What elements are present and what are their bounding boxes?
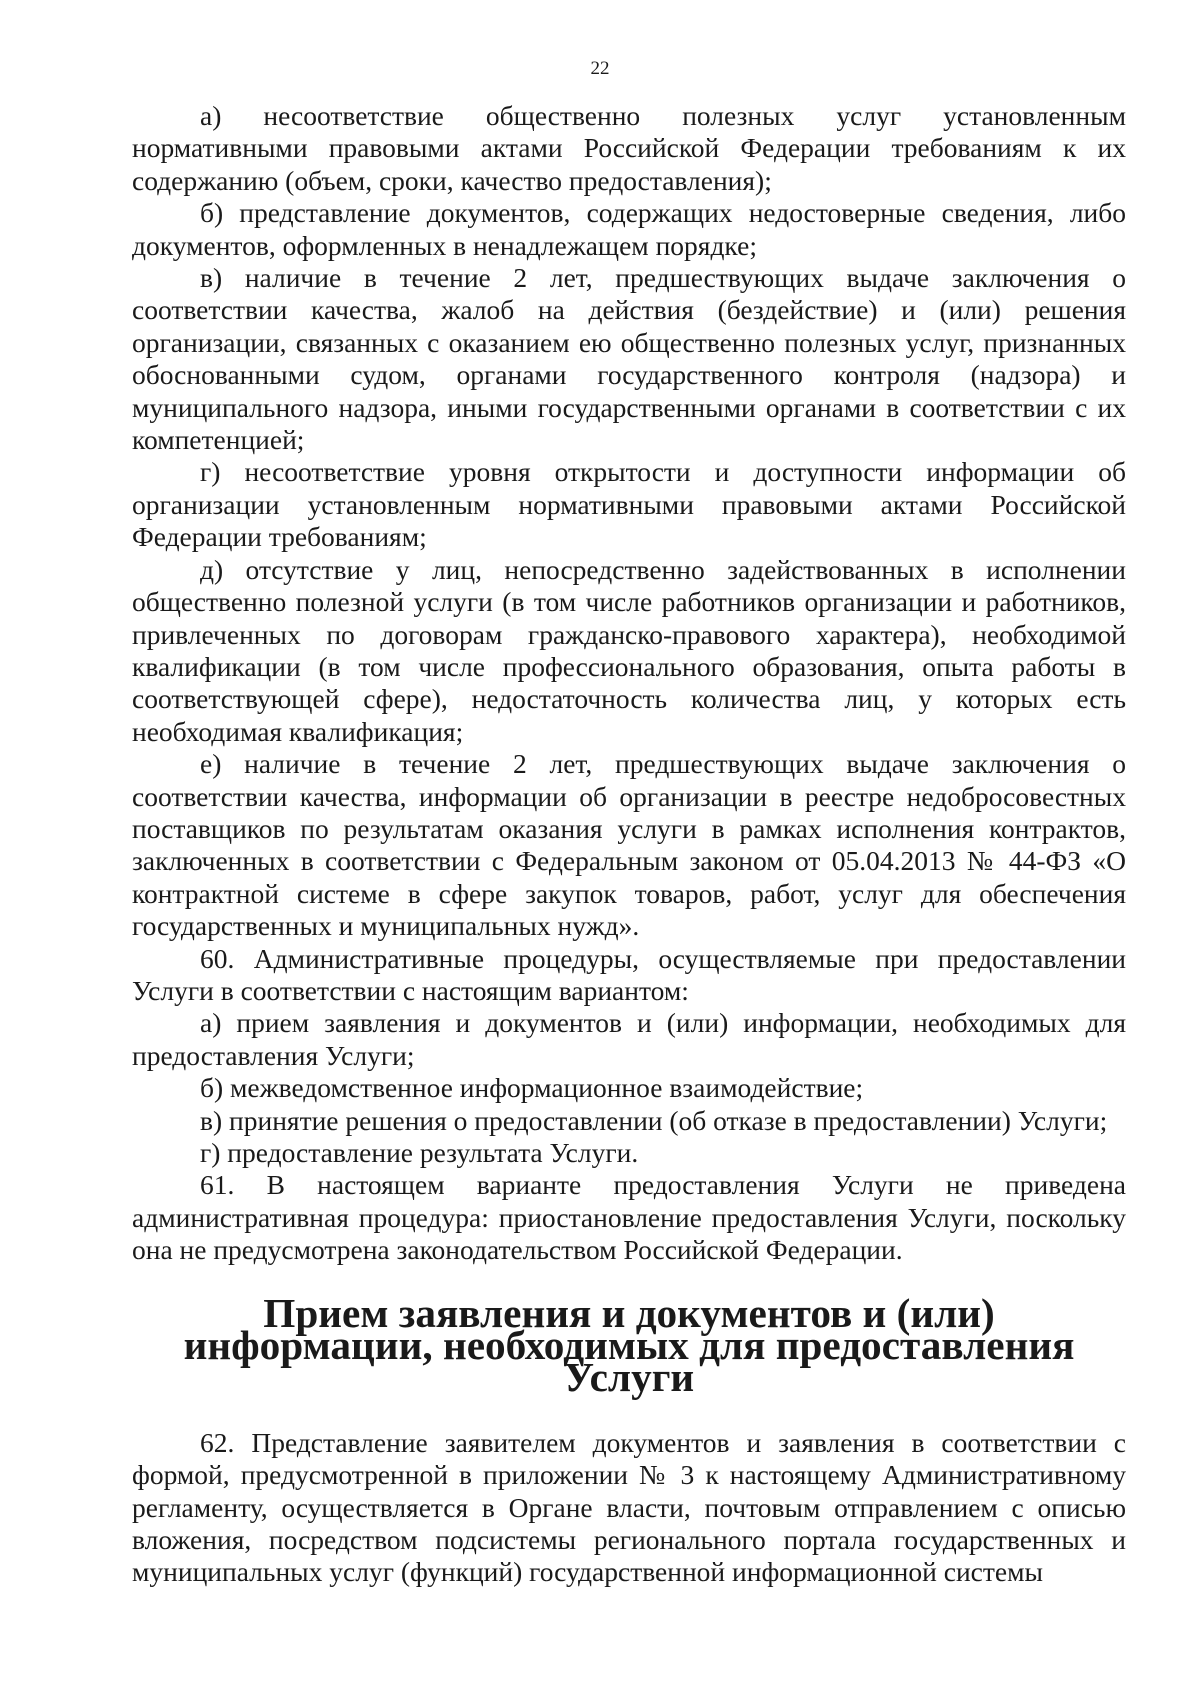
- paragraph-item-d-qualification: д) отсутствие у лиц, непосредственно задействованных в исполнении общественно полезной услуги (в том числе работников организации и работников, привлеченных по договорам гражданско-правового характера), необходимой квалификации (в том числе профессионального образования, опыта работы в соответствующей сфере), недостаточность количества лиц, у которых есть необходимая квалификация;: [132, 553, 1126, 747]
- paragraph-60-item-a: а) прием заявления и документов и (или) информации, необходимых для предоставления Услуги;: [132, 1007, 1126, 1071]
- paragraph-60-procedures: 60. Административные процедуры, осуществляемые при предоставлении Услуги в соответствии с настоящим вариантом:: [132, 942, 1126, 1006]
- paragraph-item-e-registry: е) наличие в течение 2 лет, предшествующих выдаче заключения о соответствии качества, информации об организации в реестре недобросовестных поставщиков по результатам оказания услуги в рамках исполнения контрактов, заключенных в соответствии с Федеральным законом от 05.04.2013 № 44-ФЗ «О контрактной системе в сфере закупок товаров, работ, услуг для обеспечения государственных и муниципальных нужд».: [132, 748, 1126, 942]
- paragraph-60-item-g: г) предоставление результата Услуги.: [200, 1137, 639, 1168]
- paragraph-item-a-noncompliance: а) несоответствие общественно полезных услуг установленным нормативными правовыми актами Российской Федерации требованиям к их содержанию (объем, сроки, качество предоставления);: [132, 100, 1126, 196]
- paragraph-item-v-complaints: в) наличие в течение 2 лет, предшествующих выдаче заключения о соответствии качества, жалоб на действия (бездействие) и (или) решения организации, связанных с оказанием ею общественно полезных услуг, признанных обоснованными судом, органами государственного контроля (надзора) и муниципального надзора, иными государственными органами в соответствии с их компетенцией;: [132, 262, 1126, 456]
- paragraph-60-item-b: б) межведомственное информационное взаимодействие;: [200, 1072, 864, 1104]
- paragraph-61: 61. В настоящем варианте предоставления Услуги не приведена административная процедура: приостановление предоставления Услуги, поскольку она не предусмотрена законодательством Российской Федерации.: [132, 1169, 1126, 1266]
- paragraph-item-b-false-documents: б) представление документов, содержащих недостоверные сведения, либо документов, оформленных в ненадлежащем порядке;: [132, 197, 1126, 261]
- paragraph-62: 62. Представление заявителем документов и заявления в соответствии с формой, предусмотренной в приложении № 3 к настоящему Административному регламенту, осуществляется в Органе власти, почтовым отправлением с описью вложения, посредством подсистемы регионального портала государственных и муниципальных услуг (функций) государственной информационной системы: [132, 1426, 1126, 1588]
- document-body: [132, 100, 1126, 1589]
- page-number: 22: [590, 58, 610, 79]
- paragraph-60-item-v: в) принятие решения о предоставлении (об отказе в предоставлении) Услуги;: [200, 1104, 1108, 1136]
- paragraph-item-g-openness: г) несоответствие уровня открытости и доступности информации об организации установленным нормативными правовыми актами Российской Федерации требованиям;: [132, 456, 1126, 553]
- section-heading: Прием заявления и документов и (или) информации, необходимых для предоставления Услуги: [183, 1289, 1075, 1401]
